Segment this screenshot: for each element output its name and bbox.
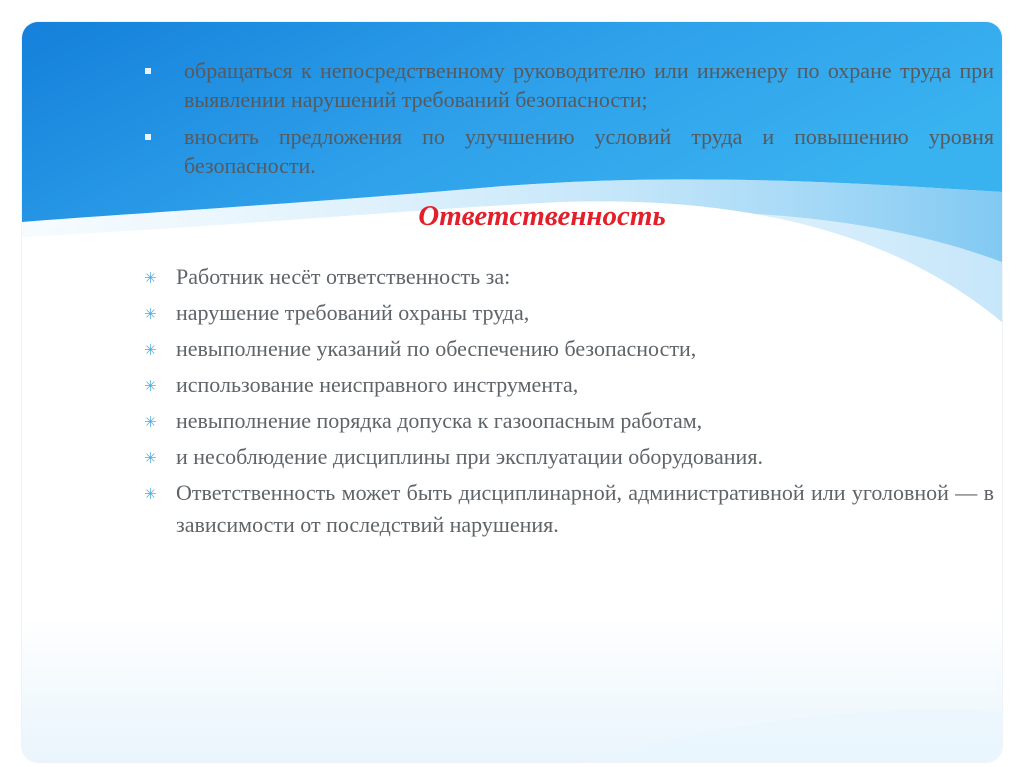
top-list-item <box>142 122 994 180</box>
list-item <box>142 405 994 437</box>
top-list-item-text: обращаться к непосредственному руководителю или инженеру по охране труда при выявлении нарушений требований безопасности; <box>184 58 994 112</box>
list-item-text: невыполнение порядка допуска к газоопасным работам, <box>176 408 703 433</box>
star-bullet-icon: ✳ <box>144 413 157 431</box>
list-item <box>142 477 994 541</box>
list-item-text: и несоблюдение дисциплины при эксплуатации оборудования. <box>176 444 763 469</box>
list-item <box>142 297 994 329</box>
list-item <box>142 333 994 365</box>
responsibility-list <box>142 261 994 545</box>
star-bullet-icon: ✳ <box>144 449 157 467</box>
star-bullet-icon: ✳ <box>144 269 157 287</box>
list-item <box>142 441 994 473</box>
slide <box>22 22 1002 762</box>
list-item <box>142 261 994 293</box>
star-bullet-icon: ✳ <box>144 377 157 395</box>
list-item-text: Работник несёт ответственность за: <box>176 264 511 289</box>
list-item-text: нарушение требований охраны труда, <box>176 300 530 325</box>
list-item-text: Ответственность может быть дисциплинарной, административной или уголовной — в зависимости от последствий нарушения. <box>176 480 994 537</box>
top-list-item <box>142 56 994 114</box>
star-bullet-icon: ✳ <box>144 341 157 359</box>
list-item <box>142 369 994 401</box>
square-bullet-icon <box>145 134 151 140</box>
square-bullet-icon <box>145 68 151 74</box>
star-bullet-icon: ✳ <box>144 305 157 323</box>
list-item-text: использование неисправного инструмента, <box>176 372 579 397</box>
section-title: Ответственность <box>418 200 666 232</box>
star-bullet-icon: ✳ <box>144 485 157 503</box>
top-bullet-list <box>142 56 994 188</box>
list-item-text: невыполнение указаний по обеспечению безопасности, <box>176 336 697 361</box>
top-list-item-text: вносить предложения по улучшению условий труда и повышению уровня безопасности. <box>184 124 994 178</box>
